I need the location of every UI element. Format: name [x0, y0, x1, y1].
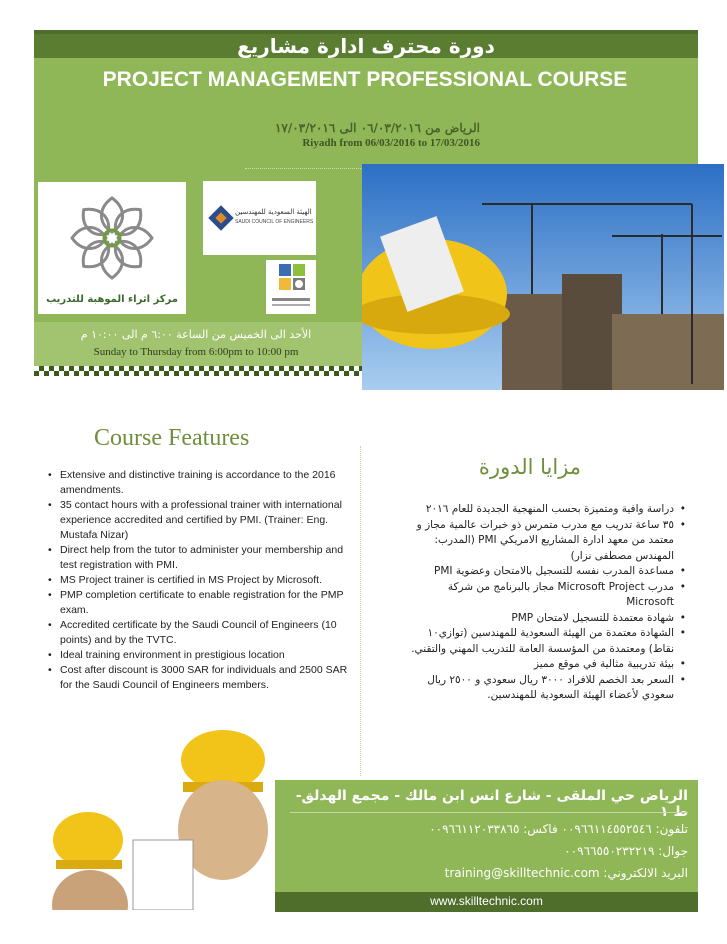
checkered-border	[34, 366, 362, 376]
feature-item: • Cost after discount is 3000 SAR for individuals and 2500 SAR for the Saudi Council of Engineers members.	[48, 663, 348, 693]
features-heading-arabic: مزايا الدورة	[478, 455, 582, 479]
feature-item-ar: • مساعدة المدرب نفسه للتسجيل بالامتحان وعضوية PMI	[400, 564, 686, 580]
date-arabic: الرياض من ٠٦/٠٣/٢٠١٦ الى ١٧/٠٣/٢٠١٦	[274, 121, 480, 135]
feature-item-ar: • السعر بعد الخصم للافراد ٣٠٠٠ ريال سعودي و ٢٥٠٠ ريال سعودي لأعضاء الهيئة السعودية للمهندسين.	[400, 673, 686, 704]
ethraa-logo-caption: مركز اثراء الموهبة للتدريب	[46, 294, 178, 305]
schedule-arabic: الأحد الى الخميس من الساعة ٦:٠٠ م الى ١٠:٠٠ م	[80, 328, 312, 341]
sce-logo-caption-en: SAUDI COUNCIL OF ENGINEERS	[235, 219, 314, 225]
feature-item-ar: • مدرب Microsoft Project مجاز بالبرنامج من شركة Microsoft	[400, 580, 686, 611]
feature-item: • MS Project trainer is certified in MS Project by Microsoft.	[48, 573, 348, 588]
schedule-english: Sunday to Thursday from 6:00pm to 10:00 pm	[93, 346, 299, 358]
date-english: Riyadh from 06/03/2016 to 17/03/2016	[302, 137, 480, 149]
sce-logo-caption-ar: الهيئة السعودية للمهندسين	[235, 208, 312, 216]
tvtc-logo	[266, 260, 316, 314]
features-list-english	[48, 468, 348, 693]
feature-item: • Direct help from the tutor to administer your membership and test registration with PMI.	[48, 543, 348, 573]
engineers-photo	[48, 720, 268, 910]
features-heading-english: Course Features	[94, 425, 250, 451]
feature-item: • Ideal training environment in prestigious location	[48, 648, 348, 663]
feature-item-ar: • ٣٥ ساعة تدريب مع مدرب متمرس ذو خبرات عالمية مجاز و معتمد من معهد ادارة المشاريع الامريكي PMI (المدرب: المهندس مصطفى نزار)	[400, 518, 686, 565]
feature-item-ar: • شهادة معتمدة للتسجيل لامتحان PMP	[400, 611, 686, 627]
features-list-arabic	[400, 502, 686, 704]
feature-item: • 35 contact hours with a professional trainer with international experience accredited and certified by PMI. (Trainer: Eng. Mustafa Nizar)	[48, 498, 348, 543]
feature-item: • Accredited certificate by the Saudi Council of Engineers (10 points) and by the TVTC.	[48, 618, 348, 648]
feature-item-ar: • الشهادة معتمدة من الهيئة السعودية للمهندسين (توازي١٠ نقاط) ومعتمدة من المؤسسة العامة للتدريب المهني والتقني.	[400, 626, 686, 657]
sce-logo	[203, 181, 316, 255]
email[interactable]: البريد الالكتروني: training@skilltechnic.com	[444, 866, 688, 880]
construction-photo	[362, 164, 724, 390]
title-english: PROJECT MANAGEMENT PROFESSIONAL COURSE	[102, 68, 628, 91]
footer-divider	[290, 812, 688, 813]
ethraa-logo	[38, 182, 186, 314]
phone-fax: تلفون: ٠٠٩٦٦١١٤٥٥٢٥٤٦ فاكس: ٠٠٩٦٦١١٢٠٣٣٨٦٥	[429, 822, 688, 836]
mobile: جوال: ٠٠٩٦٦٥٥٠٢٣٢٢١٩	[564, 844, 688, 858]
feature-item-ar: • دراسة وافية ومتميزة بحسب المنهجية الجديدة للعام ٢٠١٦	[400, 502, 686, 518]
column-divider	[360, 446, 361, 776]
feature-item-ar: • بيئة تدريبية مثالية في موقع مميز	[400, 657, 686, 673]
website-link[interactable]: www.skilltechnic.com	[430, 894, 543, 908]
feature-item: • PMP completion certificate to enable registration for the PMP exam.	[48, 588, 348, 618]
feature-item: • Extensive and distinctive training is accordance to the 2016 amendments.	[48, 468, 348, 498]
title-arabic: دورة محترف ادارة مشاريع	[237, 34, 495, 58]
address: الرياض حي الملقى - شارع انس ابن مالك - مجمع الهدلق- ط ١	[295, 788, 688, 820]
